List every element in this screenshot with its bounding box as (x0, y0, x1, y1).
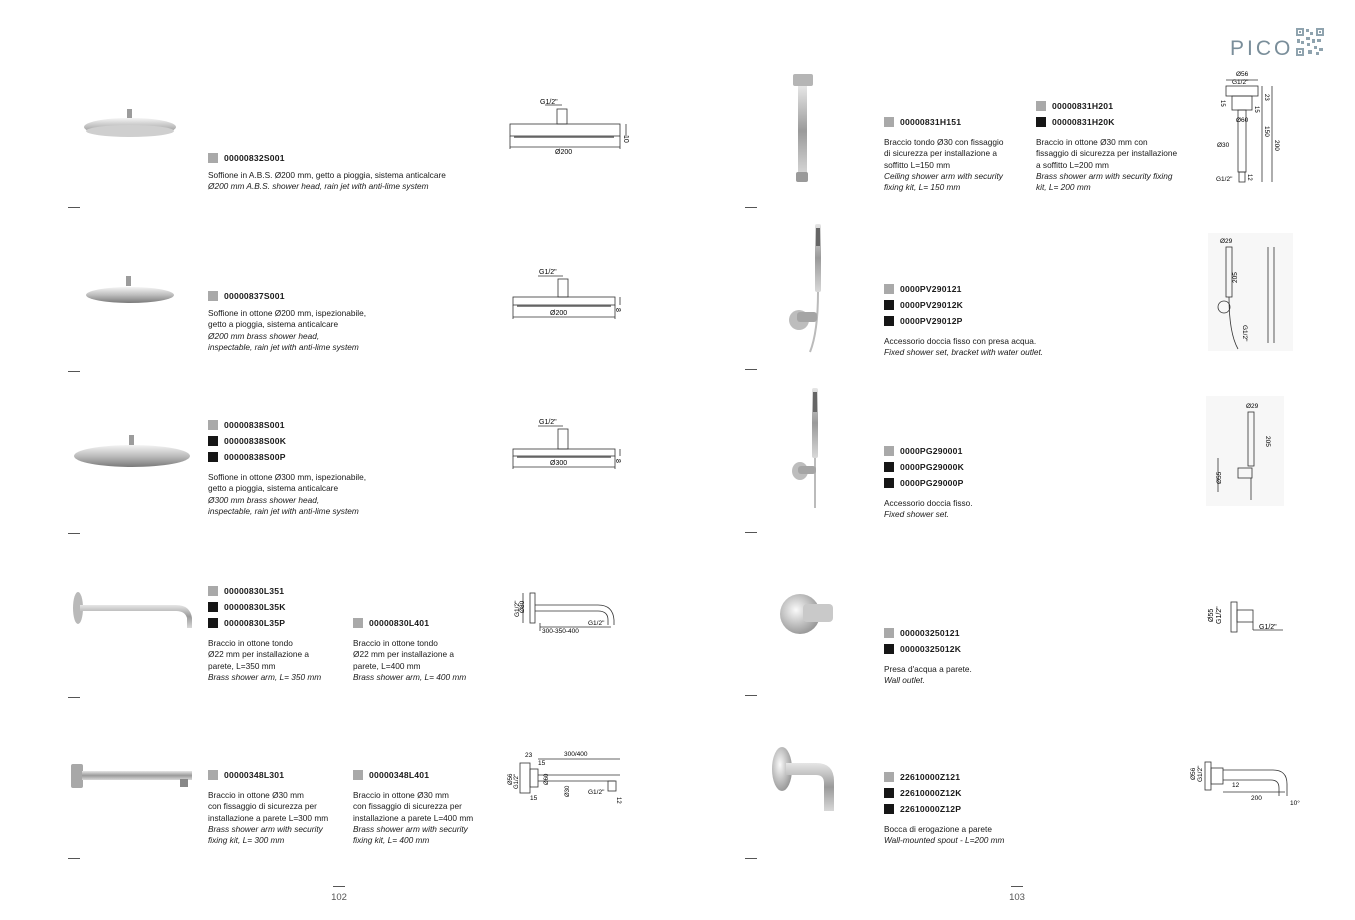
divider (68, 858, 80, 859)
product-code: 0000PG290001 (884, 443, 973, 459)
product-description: Accessorio doccia fisso con presa acqua. Fixed shower set, bracket with water outlet. (884, 336, 1044, 358)
product-code: 0000PV29012P (884, 313, 1043, 329)
svg-text:G1/2": G1/2" (588, 620, 605, 627)
svg-text:Ø55: Ø55 (1216, 471, 1223, 484)
ceiling-arm-image (785, 72, 820, 187)
svg-text:G1/2": G1/2" (539, 269, 557, 276)
product-block-9 (884, 625, 972, 687)
product-description: Braccio in ottone Ø30 mm con fissaggio di sicurezza per installazione a parete L=300 mm Brass shower arm with security fixing kit, L= 300 mm (208, 790, 329, 846)
product-description: Bocca di erogazione a parete Wall-mounted spout - L=200 mm (884, 824, 1005, 846)
svg-text:Ø200: Ø200 (550, 310, 568, 317)
product-code: 00000830L401 (353, 615, 466, 631)
svg-text:Ø29: Ø29 (1246, 403, 1259, 410)
product-block-5a (208, 767, 328, 846)
product-code: 00000830L351 (208, 583, 321, 599)
svg-text:G1/2": G1/2" (588, 789, 605, 796)
shower-head-300-image (72, 432, 197, 472)
product-description: Braccio in ottone Ø30 mm con fissaggio di sicurezza per installazione a parete L=400 mm Brass shower arm with security fixing kit, L= 400 mm (353, 790, 474, 846)
svg-text:12: 12 (615, 797, 621, 804)
black-finish-swatch (208, 618, 218, 628)
black-finish-swatch (1036, 117, 1046, 127)
product-code: 0000PV290121 (884, 281, 1043, 297)
svg-text:G1/2": G1/2" (1232, 79, 1249, 86)
divider (745, 695, 757, 696)
chrome-finish-swatch (208, 291, 218, 301)
divider (68, 533, 80, 534)
product-code: 0000PG29000P (884, 475, 973, 491)
svg-text:12: 12 (1246, 174, 1252, 181)
divider (68, 371, 80, 372)
product-block-4a (208, 583, 321, 683)
product-block-7 (884, 281, 1043, 359)
black-finish-swatch (884, 478, 894, 488)
wall-outlet-drawing (1203, 598, 1293, 638)
product-code: 00000838S001 (208, 417, 366, 433)
page-number-left: 102 (324, 886, 354, 903)
svg-text:Ø56: Ø56 (1236, 71, 1249, 78)
svg-text:10: 10 (622, 135, 629, 143)
svg-text:Ø55: Ø55 (1208, 608, 1215, 622)
product-code: 00000832S001 (208, 150, 446, 166)
chrome-finish-swatch (353, 770, 363, 780)
chrome-finish-swatch (884, 284, 894, 294)
product-code: 00000838S00P (208, 449, 366, 465)
black-finish-swatch (884, 804, 894, 814)
wall-spout-drawing (1185, 750, 1310, 810)
chrome-finish-swatch (884, 772, 894, 782)
divider (745, 532, 757, 533)
fixed-shower-image (790, 386, 830, 511)
svg-text:Ø200: Ø200 (555, 149, 573, 156)
product-description: Soffione in ottone Ø300 mm, ispezionabile, getto a pioggia, sistema anticalcare Ø300 mm brass shower head, inspectable, rain jet with anti-lime system (208, 472, 367, 516)
svg-text:23: 23 (1263, 94, 1269, 101)
wall-outlet-image (778, 590, 840, 640)
product-code: 00000831H201 (1036, 98, 1177, 114)
svg-text:15: 15 (1219, 100, 1225, 107)
shower-arm-30-drawing (500, 745, 630, 805)
shower-arm-30-image (68, 760, 198, 795)
svg-text:205: 205 (1264, 436, 1271, 447)
product-code: 00000325012K (884, 641, 972, 657)
svg-text:23: 23 (525, 752, 533, 759)
chrome-finish-swatch (208, 586, 218, 596)
divider (745, 858, 757, 859)
svg-text:G1/2": G1/2" (1259, 624, 1277, 631)
svg-text:12: 12 (1232, 782, 1240, 789)
svg-text:G1/2": G1/2" (1216, 606, 1223, 624)
shower-head-200-drawing (500, 95, 635, 160)
product-code: 00000830L35P (208, 615, 321, 631)
product-description: Soffione in A.B.S. Ø200 mm, getto a pioggia, sistema anticalcare Ø200 mm A.B.S. shower head, rain jet with anti-lime system (208, 170, 446, 192)
black-finish-swatch (208, 602, 218, 612)
product-block-1 (208, 150, 446, 193)
shower-head-brass-200-drawing (508, 265, 628, 325)
svg-text:G1/2": G1/2" (514, 600, 521, 617)
svg-text:200: 200 (1273, 140, 1280, 151)
svg-text:150: 150 (1263, 126, 1270, 137)
fixed-shower-outlet-image (785, 222, 830, 357)
svg-text:8: 8 (614, 459, 621, 463)
product-description: Braccio in ottone tondo Ø22 mm per installazione a parete, L=400 mm Brass shower arm, L= 400 mm (353, 638, 467, 682)
fixed-shower-outlet-drawing (1208, 233, 1293, 351)
svg-text:Ø56: Ø56 (508, 773, 514, 785)
product-block-4b (353, 615, 466, 683)
svg-text:G1/2": G1/2" (1216, 176, 1233, 183)
svg-text:G1/2": G1/2" (540, 99, 558, 106)
divider (68, 697, 80, 698)
product-code: 00000830L35K (208, 599, 321, 615)
svg-text:15: 15 (538, 760, 546, 767)
black-finish-swatch (884, 644, 894, 654)
svg-text:Ø60: Ø60 (544, 773, 550, 785)
product-description: Braccio in ottone Ø30 mm con fissaggio di sicurezza per installazione a soffitto L=200 mm Brass shower arm with security fixing kit, L= 200 mm (1036, 137, 1178, 193)
brand-logo: PICO (1230, 37, 1294, 60)
black-finish-swatch (884, 316, 894, 326)
svg-text:Ø29: Ø29 (1220, 238, 1233, 245)
divider (68, 207, 80, 208)
svg-text:200: 200 (1251, 795, 1262, 802)
product-code: 00000831H151 (884, 114, 1003, 130)
product-code: 000003250121 (884, 625, 972, 641)
svg-text:Ø30: Ø30 (1217, 142, 1230, 149)
product-description: Soffione in ottone Ø200 mm, ispezionabile, getto a pioggia, sistema anticalcare Ø200 mm brass shower head, inspectable, rain jet with anti-lime system (208, 308, 367, 352)
product-code: 00000838S00K (208, 433, 366, 449)
svg-text:Ø300: Ø300 (550, 460, 568, 467)
black-finish-swatch (208, 452, 218, 462)
wall-spout-image (768, 745, 848, 820)
product-block-8 (884, 443, 973, 521)
shower-head-300-drawing (508, 415, 628, 473)
chrome-finish-swatch (884, 628, 894, 638)
svg-text:300-350-400: 300-350-400 (542, 628, 579, 635)
svg-text:Ø60: Ø60 (1236, 117, 1249, 124)
shower-head-200-image (80, 105, 180, 155)
product-code: 0000PG29000K (884, 459, 973, 475)
svg-text:G1/2": G1/2" (539, 419, 557, 426)
chrome-finish-swatch (353, 618, 363, 628)
svg-text:Ø30: Ø30 (565, 785, 571, 797)
svg-text:Ø80: Ø80 (519, 600, 526, 613)
chrome-finish-swatch (884, 446, 894, 456)
svg-text:8: 8 (614, 308, 621, 312)
product-block-2 (208, 288, 366, 353)
product-description: Accessorio doccia fisso. Fixed shower set. (884, 498, 973, 520)
svg-text:G1/2": G1/2" (1241, 325, 1248, 342)
product-block-6a (884, 114, 1003, 193)
product-block-6b (1036, 98, 1177, 193)
svg-text:Ø56: Ø56 (1190, 767, 1197, 780)
ceiling-arm-drawing (1212, 68, 1282, 188)
shower-head-brass-200-image (80, 275, 180, 310)
product-block-10 (884, 769, 1004, 847)
svg-text:15: 15 (530, 795, 538, 802)
chrome-finish-swatch (208, 770, 218, 780)
product-description: Braccio tondo Ø30 con fissaggio di sicurezza per installazione a soffitto L=150 mm Ceiling shower arm with security fixing kit, L= 150 mm (884, 137, 1004, 193)
divider (745, 207, 757, 208)
svg-text:10°: 10° (1290, 800, 1300, 807)
product-code: 00000837S001 (208, 288, 366, 304)
product-code: 00000348L401 (353, 767, 473, 783)
svg-text:G1/2": G1/2" (1197, 765, 1204, 782)
product-code: 0000PV29012K (884, 297, 1043, 313)
product-code: 22610000Z12K (884, 785, 1004, 801)
black-finish-swatch (884, 788, 894, 798)
product-code: 22610000Z121 (884, 769, 1004, 785)
shower-arm-22-image (68, 588, 198, 633)
page-number-right: 103 (1002, 886, 1032, 903)
chrome-finish-swatch (208, 420, 218, 430)
product-code: 00000831H20K (1036, 114, 1177, 130)
svg-text:300/400: 300/400 (564, 751, 588, 758)
product-block-3 (208, 417, 366, 517)
qr-code-icon[interactable] (1295, 27, 1325, 57)
chrome-finish-swatch (884, 117, 894, 127)
divider (745, 369, 757, 370)
svg-text:G1/2": G1/2" (514, 773, 520, 789)
chrome-finish-swatch (208, 153, 218, 163)
black-finish-swatch (208, 436, 218, 446)
product-description: Braccio in ottone tondo Ø22 mm per installazione a parete, L=350 mm Brass shower arm, L= 350 mm (208, 638, 322, 682)
svg-text:205: 205 (1232, 272, 1239, 283)
product-description: Presa d'acqua a parete. Wall outlet. (884, 664, 972, 686)
product-code: 22610000Z12P (884, 801, 1004, 817)
black-finish-swatch (884, 300, 894, 310)
product-code: 00000348L301 (208, 767, 328, 783)
shower-arm-22-drawing (508, 585, 628, 640)
svg-text:15: 15 (1253, 106, 1259, 113)
chrome-finish-swatch (1036, 101, 1046, 111)
product-block-5b (353, 767, 473, 846)
black-finish-swatch (884, 462, 894, 472)
fixed-shower-drawing (1206, 396, 1284, 506)
